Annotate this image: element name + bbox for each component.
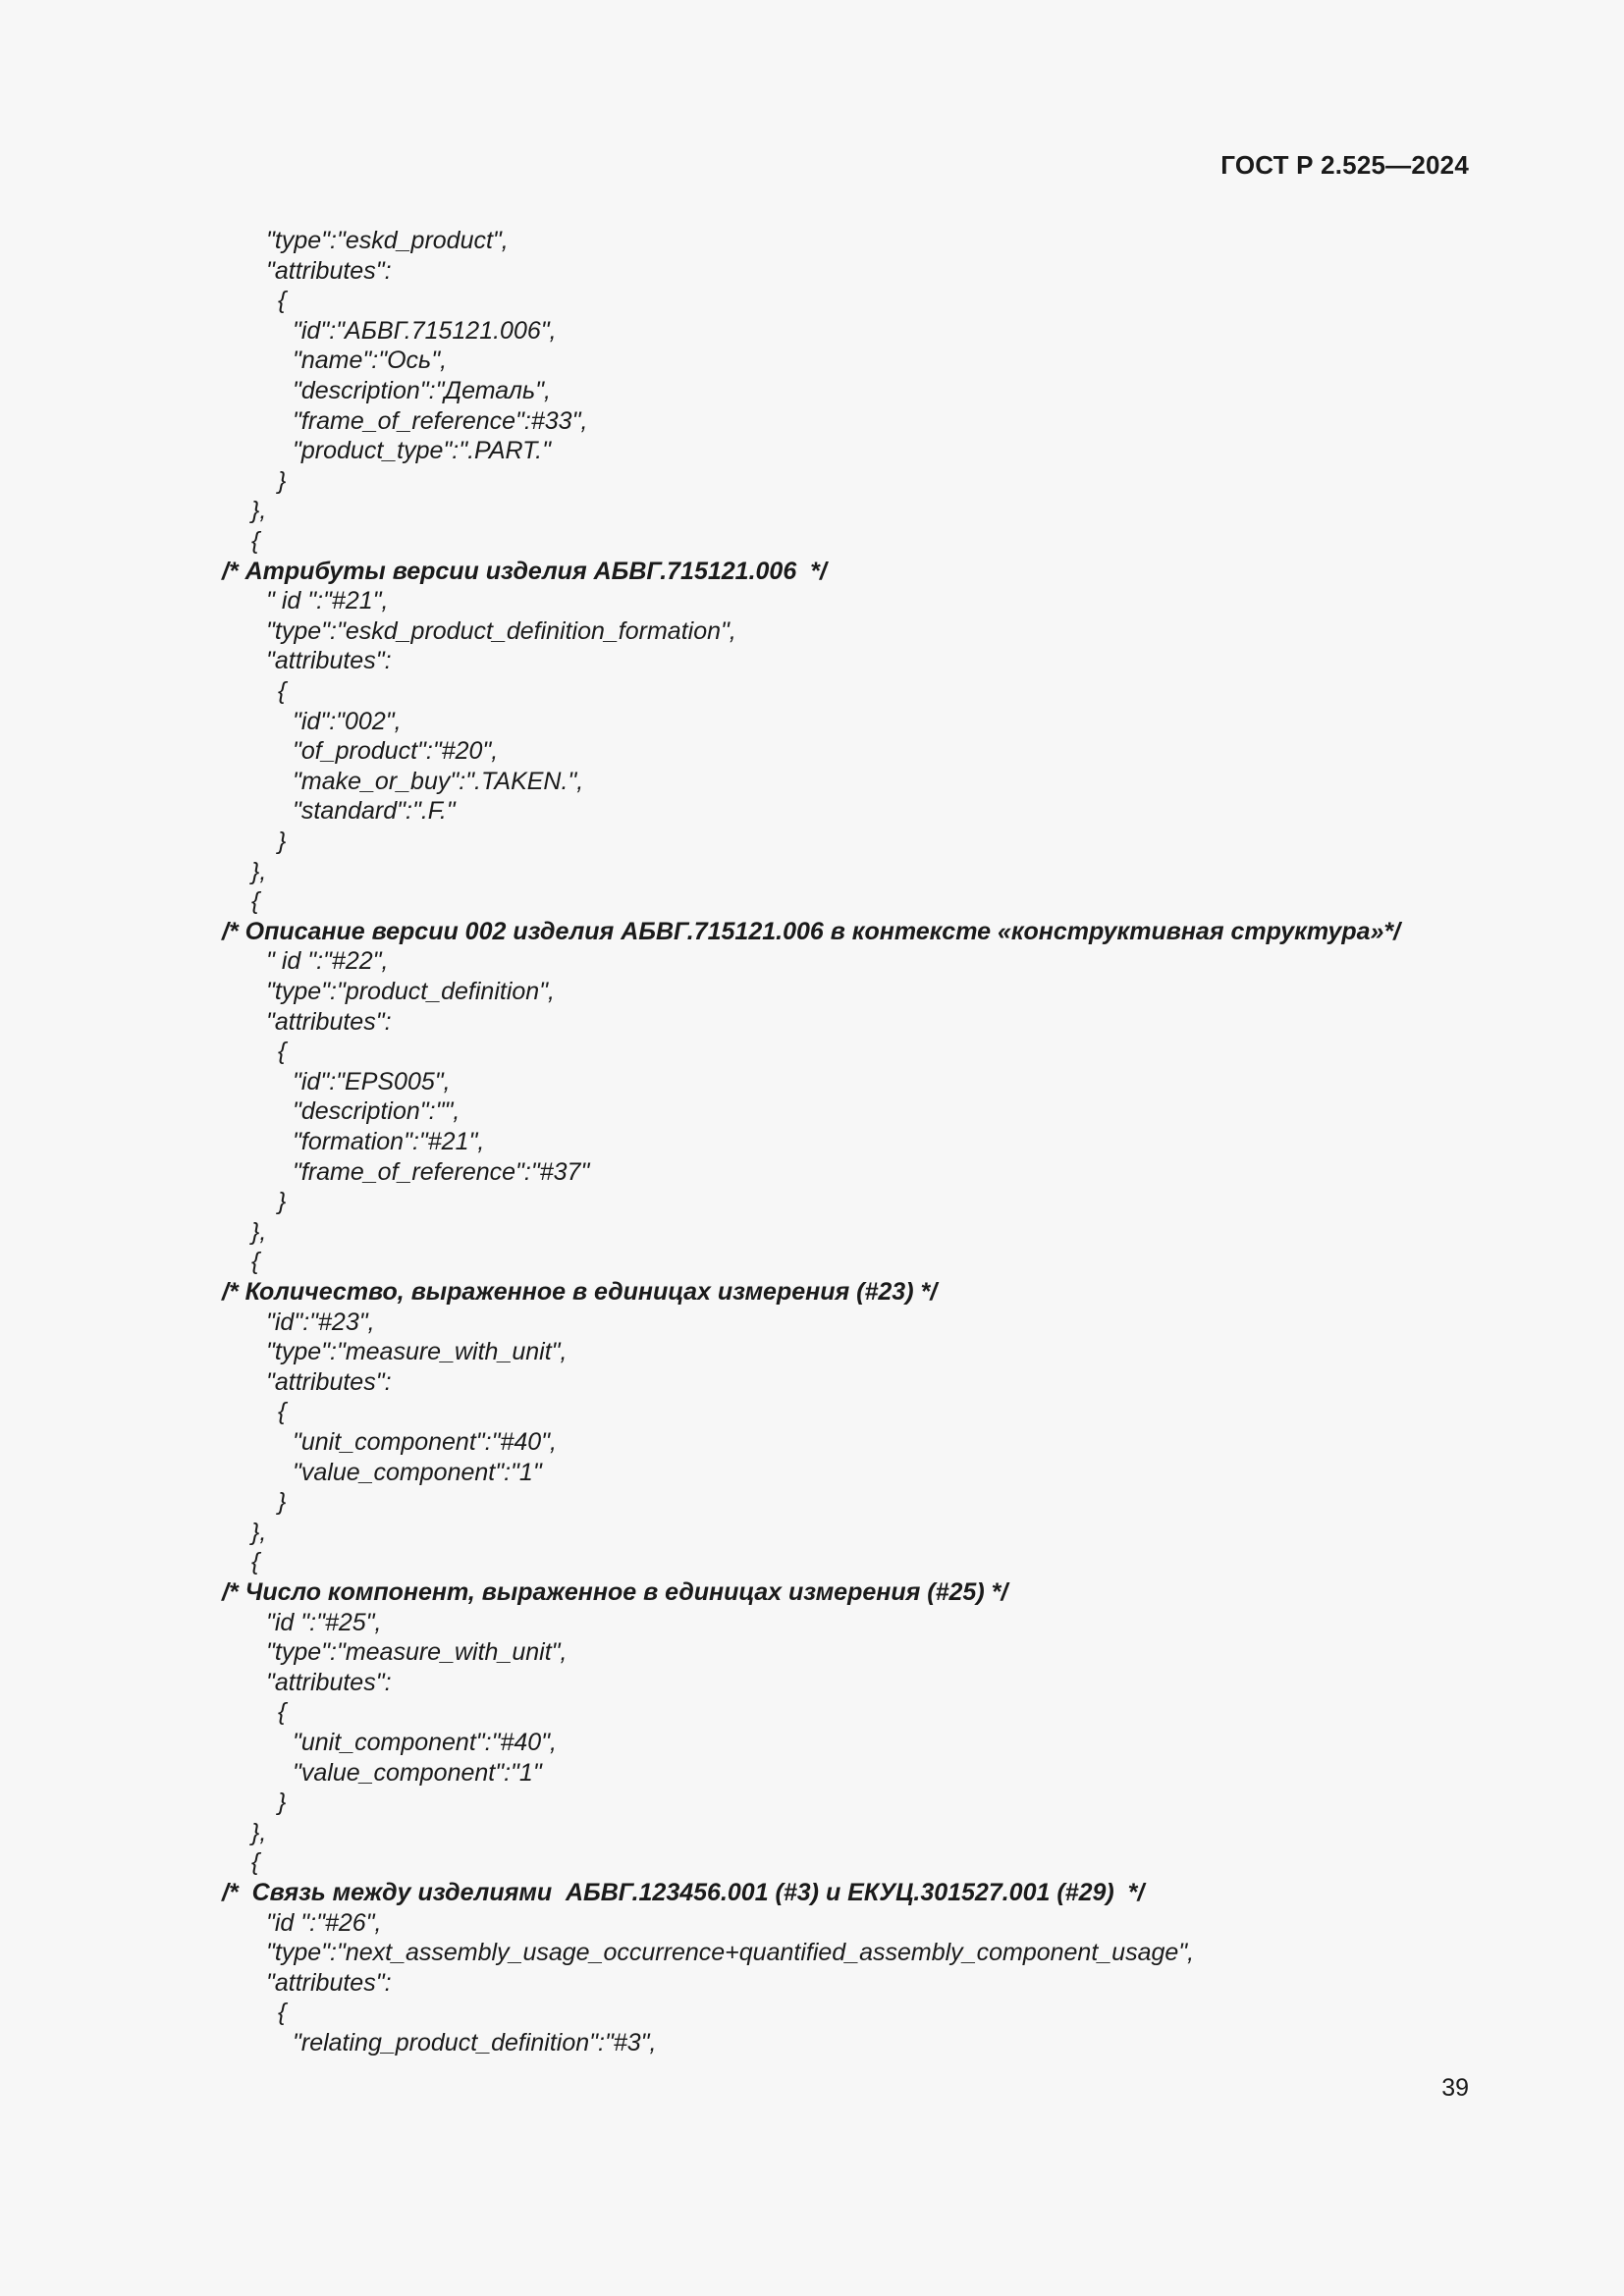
code-line: "type":"next_assembly_usage_occurrence+quantified_assembly_component_usage", [266, 1939, 1195, 1967]
code-line: "make_or_buy":".TAKEN.", [293, 767, 584, 795]
code-line: "relating_product_definition":"#3", [293, 2029, 657, 2056]
code-line: "standard":".F." [293, 797, 456, 826]
code-line: "id":"002", [293, 707, 402, 735]
code-line: "unit_component":"#40", [293, 1428, 558, 1456]
code-line: { [278, 1398, 287, 1426]
code-line: { [251, 1248, 260, 1276]
code-line: { [278, 677, 287, 705]
code-comment-line: /* Атрибуты версии изделия АБВГ.715121.006 */ [222, 557, 827, 585]
code-line: { [251, 1548, 260, 1576]
code-line: }, [251, 1518, 267, 1546]
code-line: "id ":"#25", [266, 1608, 382, 1636]
code-line: "of_product":"#20", [293, 737, 499, 766]
code-line: "id":"АБВГ.715121.006", [293, 316, 557, 345]
code-line: "type":"product_definition", [266, 978, 556, 1005]
code-line: "description":"Деталь", [293, 377, 551, 404]
code-line: "attributes": [266, 1007, 392, 1036]
code-line: " id ":"#22", [266, 947, 389, 976]
code-line: "frame_of_reference":"#37" [293, 1157, 590, 1186]
code-line: "frame_of_reference":#33", [293, 406, 588, 435]
code-line: } [278, 828, 287, 855]
code-line: "formation":"#21", [293, 1128, 485, 1155]
code-line: { [251, 887, 260, 916]
code-line: "value_component":"1" [293, 1758, 542, 1787]
page-number: 39 [1441, 2074, 1469, 2102]
code-line: "attributes": [266, 1367, 392, 1396]
code-line: { [278, 1999, 287, 2027]
code-line: }, [251, 1217, 267, 1246]
code-line: } [278, 1789, 287, 1817]
code-line: { [251, 1848, 260, 1877]
code-comment-line: /* Связь между изделиями АБВГ.123456.001 (#3) и ЕКУЦ.301527.001 (#29) */ [222, 1879, 1145, 1906]
code-line: "attributes": [266, 1668, 392, 1696]
code-line: { [278, 1698, 287, 1727]
code-comment-line: /* Число компонент, выраженное в единицах измерения (#25) */ [222, 1578, 1008, 1606]
code-line: "attributes": [266, 1968, 392, 1997]
code-line: }, [251, 857, 267, 885]
document-header-code: ГОСТ Р 2.525—2024 [1220, 150, 1469, 180]
code-line: "id":"EPS005", [293, 1067, 451, 1095]
code-line: " id ":"#21", [266, 587, 389, 615]
code-line: "product_type":".PART." [293, 437, 551, 465]
code-line: { [278, 1038, 287, 1066]
code-line: "name":"Ось", [293, 347, 448, 375]
code-line: }, [251, 497, 267, 525]
code-line: "value_component":"1" [293, 1458, 542, 1486]
code-line: "id":"#23", [266, 1308, 375, 1336]
code-line: "type":"measure_with_unit", [266, 1638, 568, 1667]
code-line: "attributes": [266, 647, 392, 675]
code-line: } [278, 1188, 287, 1216]
code-comment-line: /* Описание версии 002 изделия АБВГ.715121.006 в контексте «конструктивная структура»*/ [222, 917, 1401, 945]
code-line: "id ":"#26", [266, 1908, 382, 1937]
code-line: "attributes": [266, 256, 392, 285]
code-line: { [278, 287, 287, 315]
code-line: } [278, 466, 287, 495]
code-line: } [278, 1488, 287, 1517]
code-line: "description":"", [293, 1097, 460, 1126]
code-line: "unit_component":"#40", [293, 1729, 558, 1756]
code-line: }, [251, 1818, 267, 1846]
code-line: { [251, 527, 260, 555]
code-line: "type":"measure_with_unit", [266, 1338, 568, 1366]
code-comment-line: /* Количество, выраженное в единицах измерения (#23) */ [222, 1278, 938, 1306]
code-line: "type":"eskd_product_definition_formation", [266, 616, 736, 645]
code-line: "type":"eskd_product", [266, 227, 509, 254]
